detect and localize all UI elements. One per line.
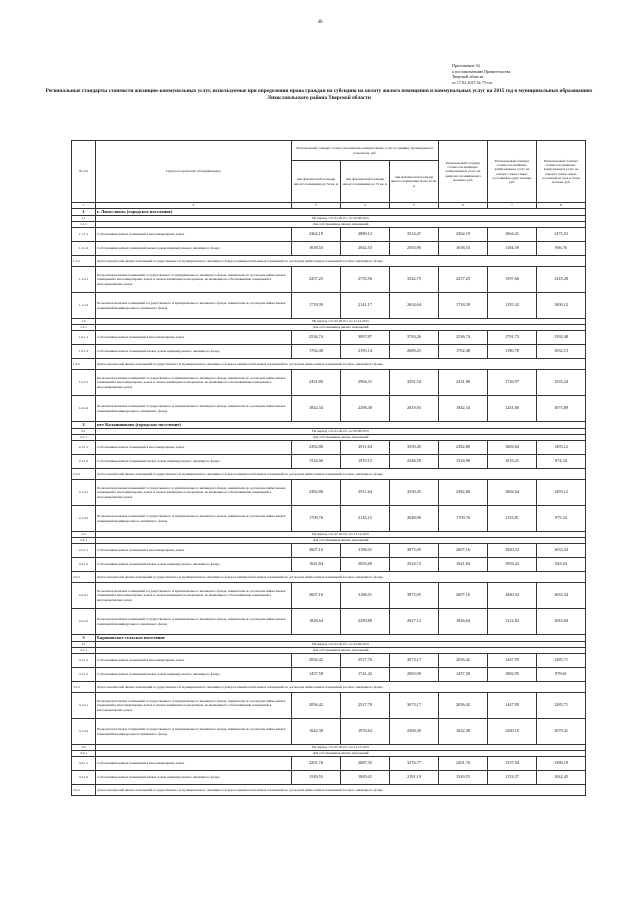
- value-cell: 1791,75: [488, 331, 537, 345]
- period-label: Для собственников жилых помещений: [96, 538, 586, 544]
- value-cell: 1241,60: [488, 396, 537, 422]
- row-number: 1.2.2.1: [72, 370, 96, 396]
- period-label: Для собственников жилых помещений: [96, 648, 586, 654]
- row-number: 2.1: [72, 429, 96, 435]
- row-number: 1.2.2: [72, 359, 96, 370]
- table-row: [72, 441, 586, 455]
- period-label: Для собственников жилых помещений: [96, 325, 586, 331]
- value-cell: 2141,17: [341, 293, 390, 319]
- row-number: 1.1.1: [72, 222, 96, 228]
- row-number: 2.2.1.1: [72, 544, 96, 558]
- value-cell: 1447,95: [488, 693, 537, 719]
- value-cell: 1840,52: [488, 583, 537, 609]
- value-cell: 1682,64: [488, 441, 537, 455]
- appendix-line: Приложение 34: [452, 63, 480, 68]
- value-cell: 2382,86: [292, 480, 341, 506]
- value-cell: 3875,05: [390, 583, 439, 609]
- value-cell: 3763,26: [390, 331, 439, 345]
- table-row: [72, 682, 586, 693]
- value-cell: 1190,78: [488, 345, 537, 359]
- row-label: Собственники жилых помещений в многоквартирных домах: [96, 331, 292, 345]
- row-label: Пользователи жилых помещений государственного и муниципального жилищного фонда, наниматели по договорам найма жилых помещений индивидуального жилищного фонда: [96, 293, 292, 319]
- value-cell: 2362,19: [439, 228, 488, 242]
- period-label: На период с 01.01.2015 г. по 30.06.2015: [96, 216, 586, 222]
- value-cell: 3276,77: [390, 757, 439, 771]
- row-label: Пользователи жилых помещений государственного и муниципального жилищного фонда, наниматели по договорам найма жилых помещений в многоквартирных домах и членов жилищных кооперативов, не являющиеся собственниками помещений в многоквартирных домах: [96, 370, 292, 396]
- value-cell: 874,34: [537, 455, 586, 469]
- column-number: 3: [292, 203, 341, 209]
- table-row: [72, 757, 586, 771]
- table-row: [72, 572, 586, 583]
- value-cell: 2296,38: [341, 396, 390, 422]
- column-number: 4: [341, 203, 390, 209]
- period-label: На период с 01.01.2015 г. по 30.06.2015: [96, 642, 586, 648]
- row-number: 1.1.2: [72, 256, 96, 267]
- value-cell: 1093,22: [488, 558, 537, 572]
- table-row: [72, 370, 586, 396]
- page-number: 46: [317, 20, 323, 25]
- row-number: 2.1.1.1: [72, 441, 96, 455]
- section-name: пгт Калашниково (городское поселение): [96, 422, 586, 429]
- value-cell: 1524,96: [292, 455, 341, 469]
- table-row: [72, 480, 586, 506]
- value-cell: 2607,16: [292, 544, 341, 558]
- value-cell: 1641,84: [439, 558, 488, 572]
- row-number: 2.1.2.2: [72, 506, 96, 532]
- value-cell: 2503,96: [390, 242, 439, 256]
- value-cell: 1633,34: [537, 583, 586, 609]
- value-cell: 1133,81: [488, 506, 537, 532]
- row-label: Для пользователей жилых помещений государственного и муниципального жилищного фонда и нанимателей жилых помещений по договорам найма жилых помещений частного жилищного фонда: [96, 469, 586, 480]
- row-label: Для пользователей жилых помещений государственного и муниципального жилищного фонда и нанимателей жилых помещений по договорам найма жилых помещений частного жилищного фонда: [96, 572, 586, 583]
- value-cell: 2065,90: [390, 668, 439, 682]
- value-cell: 1638,53: [439, 242, 488, 256]
- value-cell: 3875,05: [390, 544, 439, 558]
- header-col6: Региональный стандарт стоимости жилищно-коммунальных услуг на одиночно проживающего человека, руб.: [439, 141, 488, 203]
- value-cell: 1457,58: [292, 668, 341, 682]
- table-row: [72, 506, 586, 532]
- value-cell: 1709,76: [292, 506, 341, 532]
- period-label: Для собственников жилых помещений: [96, 751, 586, 757]
- table-row: [72, 544, 586, 558]
- row-number: 3.2.1.2: [72, 771, 96, 785]
- value-cell: 1016,21: [488, 455, 537, 469]
- value-cell: 2889,12: [341, 228, 390, 242]
- value-cell: 1212,82: [488, 609, 537, 635]
- row-number: 2.1.2.1: [72, 480, 96, 506]
- row-number: 1.2.1.1: [72, 331, 96, 345]
- value-cell: 2201,76: [439, 757, 488, 771]
- value-cell: 2827,12: [390, 609, 439, 635]
- value-cell: 2687,35: [341, 757, 390, 771]
- value-cell: 1043,84: [537, 609, 586, 635]
- header-col7: Региональный стандарт стоимости жилищно-коммунальных услуг на каждого члена семьи, состоящей из двух человек, руб.: [488, 141, 537, 203]
- value-cell: 3186,01: [341, 544, 390, 558]
- row-label: Собственники жилых помещений жилых домов индивидуального жилищного фонда: [96, 558, 292, 572]
- row-label: Собственники жилых помещений в многоквартирных домах: [96, 654, 292, 668]
- value-cell: 2911,64: [341, 441, 390, 455]
- table-row: [72, 668, 586, 682]
- value-cell: 2755,56: [341, 267, 390, 293]
- value-cell: 2290,89: [341, 609, 390, 635]
- row-number: 1.1.2.1: [72, 267, 96, 293]
- row-label: Пользователи жилых помещений государственного и муниципального жилищного фонда, наниматели по договорам найма жилых помещений индивидуального жилищного фонда: [96, 506, 292, 532]
- value-cell: 2257,25: [439, 267, 488, 293]
- value-cell: 2382,86: [292, 441, 341, 455]
- value-cell: 1682,64: [488, 480, 537, 506]
- value-cell: 1842,34: [292, 396, 341, 422]
- table-row: [72, 331, 586, 345]
- row-label: Пользователи жилых помещений государственного и муниципального жилищного фонда, наниматели по договорам найма жилых помещений индивидуального жилищного фонда: [96, 396, 292, 422]
- value-cell: 1042,45: [537, 771, 586, 785]
- value-cell: 1633,34: [537, 544, 586, 558]
- table-row: [72, 635, 586, 642]
- value-cell: 2145,15: [341, 506, 390, 532]
- value-cell: 1524,96: [439, 455, 488, 469]
- row-label: Собственники жилых помещений жилых домов индивидуального жилищного фонда: [96, 345, 292, 359]
- row-label: Собственники жилых помещений жилых домов индивидуального жилищного фонда: [96, 455, 292, 469]
- value-cell: 1976,62: [341, 719, 390, 745]
- value-cell: 2056,42: [292, 693, 341, 719]
- value-cell: 2195,14: [341, 345, 390, 359]
- value-cell: 2634,64: [390, 293, 439, 319]
- header-col5: при фактической площади жилого помещения более 42 кв. м: [390, 161, 439, 203]
- value-cell: 2055,69: [341, 558, 390, 572]
- value-cell: 1447,95: [488, 654, 537, 668]
- table-row: [72, 209, 586, 216]
- table-row: [72, 583, 586, 609]
- row-number: 2.2: [72, 532, 96, 538]
- table-row: [72, 609, 586, 635]
- header-standard-group: Региональный стандарт стоимости жилищно-коммунальных услуг на единицу произведенного показателя, руб.: [292, 141, 439, 161]
- row-label: Для пользователей жилых помещений государственного и муниципального жилищного фонда и нанимателей жилых помещений по договорам найма жилых помещений частного жилищного фонда: [96, 785, 586, 796]
- row-label: Для пользователей жилых помещений государственного и муниципального жилищного фонда и нанимателей жилых помещений по договорам найма жилых помещений частного жилищного фонда: [96, 359, 586, 370]
- appendix-line: Тверской области: [452, 74, 484, 80]
- value-cell: 1849,41: [341, 771, 390, 785]
- value-cell: 2382,86: [439, 441, 488, 455]
- table-row: [72, 422, 586, 429]
- value-cell: 2607,16: [292, 583, 341, 609]
- value-cell: 2431,80: [292, 370, 341, 396]
- value-cell: 1386,19: [537, 757, 586, 771]
- value-cell: 1842,34: [439, 396, 488, 422]
- row-label: Пользователи жилых помещений государственного и муниципального жилищного фонда, наниматели по договорам найма жилых помещений индивидуального жилищного фонда: [96, 719, 292, 745]
- table-row: [72, 267, 586, 293]
- row-number: 3.2.1: [72, 751, 96, 757]
- row-number: 1.2.1: [72, 325, 96, 331]
- row-label: Собственники жилых помещений жилых домов индивидуального жилищного фонда: [96, 668, 292, 682]
- row-number: 3.2.1.1: [72, 757, 96, 771]
- value-cell: 1082,95: [488, 668, 537, 682]
- value-cell: 2607,16: [439, 583, 488, 609]
- table-row: [72, 455, 586, 469]
- value-cell: 1200,10: [488, 719, 537, 745]
- row-number: 1.1.1.2: [72, 242, 96, 256]
- row-label: Пользователи жилых помещений государственного и муниципального жилищного фонда, наниматели по договорам найма жилых помещений в многоквартирных домах и членов жилищных кооперативов, не являющиеся собственниками помещений в многоквартирных домах: [96, 693, 292, 719]
- value-cell: 3097,87: [341, 331, 390, 345]
- row-number: 1.1: [72, 216, 96, 222]
- value-cell: 2201,76: [292, 757, 341, 771]
- value-cell: 1718,39: [292, 293, 341, 319]
- period-label: На период с 01.01.2015 г. по 30.06.2015: [96, 429, 586, 435]
- table-row: [72, 396, 586, 422]
- row-number: 1.2.2.2: [72, 396, 96, 422]
- row-label: Пользователи жилых помещений государственного и муниципального жилищного фонда, наниматели по договорам найма жилых помещений в многоквартирных домах и членов жилищных кооперативов, не являющиеся собственниками помещений в многоквартирных домах: [96, 480, 292, 506]
- value-cell: 1457,58: [439, 668, 488, 682]
- value-cell: 2517,70: [341, 693, 390, 719]
- header-group: Группа получателей субсидий/период: [96, 141, 292, 203]
- value-cell: 2382,86: [439, 480, 488, 506]
- column-number: 5: [390, 203, 439, 209]
- value-cell: 1641,84: [292, 558, 341, 572]
- row-number: 3.1.1.2: [72, 668, 96, 682]
- column-number: 1: [72, 203, 96, 209]
- row-number: 2.2.2.1: [72, 583, 96, 609]
- value-cell: 1592,48: [537, 331, 586, 345]
- appendix-line: к постановлению Правительства: [452, 68, 511, 74]
- value-cell: 1155,32: [488, 293, 537, 319]
- row-label: Собственники жилых помещений в многоквартирных домах: [96, 228, 292, 242]
- value-cell: 2648,90: [390, 506, 439, 532]
- value-cell: 2911,64: [341, 480, 390, 506]
- value-cell: 1493,12: [537, 441, 586, 455]
- period-label: Для собственников жилых помещений: [96, 435, 586, 441]
- value-cell: 2346,50: [390, 455, 439, 469]
- appendix-line: от 17.02.2015 № 75-пп: [452, 79, 492, 85]
- value-cell: 1032,13: [537, 345, 586, 359]
- value-cell: 2431,80: [439, 370, 488, 396]
- value-cell: 1642,38: [439, 719, 488, 745]
- table-body: [72, 209, 586, 796]
- row-label: Собственники жилых помещений в многоквартирных домах: [96, 441, 292, 455]
- value-cell: 2517,70: [341, 654, 390, 668]
- value-cell: 3073,17: [390, 693, 439, 719]
- value-cell: 956,76: [537, 242, 586, 256]
- value-cell: 2056,42: [439, 654, 488, 668]
- row-label: Собственники жилых помещений в многоквартирных домах: [96, 544, 292, 558]
- period-label: Для собственников жилых помещений: [96, 222, 586, 228]
- header-col3: при фактической площади жилого помещения до 54 кв. м: [292, 161, 341, 203]
- value-cell: 1762,48: [292, 345, 341, 359]
- value-cell: 1638,53: [292, 242, 341, 256]
- column-number: 6: [439, 203, 488, 209]
- value-cell: 1475,52: [537, 228, 586, 242]
- table-row: [72, 771, 586, 785]
- period-label: На период с 01.07.2015 г. по 31.12.2015: [96, 532, 586, 538]
- table-row: [72, 359, 586, 370]
- value-cell: 943,04: [537, 558, 586, 572]
- value-cell: 1153,37: [488, 771, 537, 785]
- table-row: [72, 293, 586, 319]
- value-cell: 1826,64: [439, 609, 488, 635]
- value-cell: 1075,89: [537, 396, 586, 422]
- value-cell: 1549,55: [439, 771, 488, 785]
- value-cell: 1826,64: [292, 609, 341, 635]
- value-cell: 1840,52: [488, 544, 537, 558]
- value-cell: 3186,01: [341, 583, 390, 609]
- value-cell: 2368,30: [390, 719, 439, 745]
- value-cell: 1597,66: [488, 267, 537, 293]
- table-row: [72, 558, 586, 572]
- row-label: Пользователи жилых помещений государственного и муниципального жилищного фонда, наниматели по договорам найма жилых помещений в многоквартирных домах и членов жилищных кооперативов, не являющиеся собственниками помещений в многоквартирных домах: [96, 267, 292, 293]
- table-row: [72, 469, 586, 480]
- table-row: [72, 228, 586, 242]
- value-cell: 1493,12: [537, 480, 586, 506]
- document-title: Региональные стандарты стоимости жилищно-коммунальных услуг, используемые при определении права граждан на субсидию на оплату жилого помещения и коммунальных услуг на 2015 год в муниципальных образованиях Лихославльского района Тверской области: [45, 88, 593, 101]
- row-number: 3.1.2.1: [72, 693, 96, 719]
- column-number: 7: [488, 203, 537, 209]
- row-number: 2.1.1.2: [72, 455, 96, 469]
- row-number: 3.1.1.1: [72, 654, 96, 668]
- value-cell: 1741,42: [341, 668, 390, 682]
- value-cell: 3539,45: [390, 480, 439, 506]
- row-number: 3.2: [72, 745, 96, 751]
- value-cell: 2056,42: [292, 654, 341, 668]
- value-cell: 1549,55: [292, 771, 341, 785]
- table-row: [72, 242, 586, 256]
- value-cell: 2964,31: [341, 370, 390, 396]
- value-cell: 1418,28: [537, 267, 586, 293]
- value-cell: 2524,72: [390, 558, 439, 572]
- row-number: 1.2.1.2: [72, 345, 96, 359]
- value-cell: 1104,39: [488, 242, 537, 256]
- row-number: 2.1.2: [72, 469, 96, 480]
- row-label: Для пользователей жилых помещений государственного и муниципального жилищного фонда и нанимателей жилых помещений по договорам найма жилых помещений частного жилищного фонда: [96, 682, 586, 693]
- row-number: 3.1.2: [72, 682, 96, 693]
- row-label: Собственники жилых помещений жилых домов индивидуального жилищного фонда: [96, 242, 292, 256]
- value-cell: 1285,71: [537, 693, 586, 719]
- value-cell: 1709,76: [439, 506, 488, 532]
- header-col8: Региональный стандарт стоимости жилищно-коммунальных услуг на каждого члена семьи, состоящей из трех и более человек, руб.: [537, 141, 586, 203]
- row-number: 1.1.1.1: [72, 228, 96, 242]
- row-number: 2: [72, 422, 96, 429]
- value-cell: 1535,24: [537, 370, 586, 396]
- column-number: 2: [96, 203, 292, 209]
- value-cell: 2536,74: [439, 331, 488, 345]
- value-cell: 978,61: [537, 668, 586, 682]
- value-cell: 3514,47: [390, 228, 439, 242]
- row-number: 2.2.2.2: [72, 609, 96, 635]
- value-cell: 1285,71: [537, 654, 586, 668]
- value-cell: 1642,38: [292, 719, 341, 745]
- row-number: 1.1.2.2: [72, 293, 96, 319]
- row-label: Пользователи жилых помещений государственного и муниципального жилищного фонда, наниматели по договорам найма жилых помещений индивидуального жилищного фонда: [96, 609, 292, 635]
- row-number: 2.2.2: [72, 572, 96, 583]
- row-label: Пользователи жилых помещений государственного и муниципального жилищного фонда, наниматели по договорам найма жилых помещений в многоквартирных домах и членов жилищных кооперативов, не являющиеся собственниками помещений в многоквартирных домах: [96, 583, 292, 609]
- value-cell: 2362,19: [292, 228, 341, 242]
- value-cell: 1557,94: [488, 757, 537, 771]
- value-cell: 2257,25: [292, 267, 341, 293]
- column-number: 8: [537, 203, 586, 209]
- row-number: 2.2.1: [72, 538, 96, 544]
- value-cell: 1919,15: [341, 455, 390, 469]
- row-number: 3.1.1: [72, 648, 96, 654]
- period-label: На период с 01.07.2015 г. по 31.12.2015: [96, 319, 586, 325]
- row-number: 3: [72, 635, 96, 642]
- row-label: Собственники жилых помещений жилых домов индивидуального жилищного фонда: [96, 771, 292, 785]
- period-label: На период с 01.07.2015 г. по 31.12.2015: [96, 745, 586, 751]
- row-number: 3.1.2.2: [72, 719, 96, 745]
- row-number: 1: [72, 209, 96, 216]
- header-col4: при фактической площади жилого помещения до 72 кв. м: [341, 161, 390, 203]
- row-number: 3.1: [72, 642, 96, 648]
- value-cell: 1762,48: [439, 345, 488, 359]
- row-label: Собственники жилых помещений в многоквартирных домах: [96, 757, 292, 771]
- value-cell: 1718,39: [439, 293, 488, 319]
- value-cell: 2819,93: [390, 396, 439, 422]
- table-row: [72, 654, 586, 668]
- table-row: [72, 693, 586, 719]
- row-label: Для пользователей жилых помещений государственного и муниципального жилищного фонда и нанимателей жилых помещений по договорам найма жилых помещений частного жилищного фонда: [96, 256, 586, 267]
- table-row: [72, 719, 586, 745]
- table-row: [72, 785, 586, 796]
- header-num: № п/п: [72, 141, 96, 203]
- row-number: 2.1.1: [72, 435, 96, 441]
- value-cell: 3591,54: [390, 370, 439, 396]
- value-cell: 2607,16: [439, 544, 488, 558]
- value-cell: 2191,19: [390, 771, 439, 785]
- row-number: 1.2: [72, 319, 96, 325]
- value-cell: 975,34: [537, 506, 586, 532]
- value-cell: 2056,42: [439, 693, 488, 719]
- value-cell: 2042,53: [341, 242, 390, 256]
- section-name: Барановское сельское поселение: [96, 635, 586, 642]
- value-cell: 1079,41: [537, 719, 586, 745]
- value-cell: 3073,17: [390, 654, 439, 668]
- value-cell: 3539,45: [390, 441, 439, 455]
- value-cell: 1726,97: [488, 370, 537, 396]
- value-cell: 2536,74: [292, 331, 341, 345]
- table-row: [72, 256, 586, 267]
- row-number: 2.2.1.2: [72, 558, 96, 572]
- value-cell: 1664,41: [488, 228, 537, 242]
- table-row: [72, 345, 586, 359]
- section-name: г. Лихославль (городское поселение): [96, 209, 586, 216]
- value-cell: 2689,25: [390, 345, 439, 359]
- standards-table: [71, 140, 586, 796]
- value-cell: 3342,75: [390, 267, 439, 293]
- row-number: 3.2.2: [72, 785, 96, 796]
- appendix-note: [452, 63, 602, 85]
- value-cell: 1000,12: [537, 293, 586, 319]
